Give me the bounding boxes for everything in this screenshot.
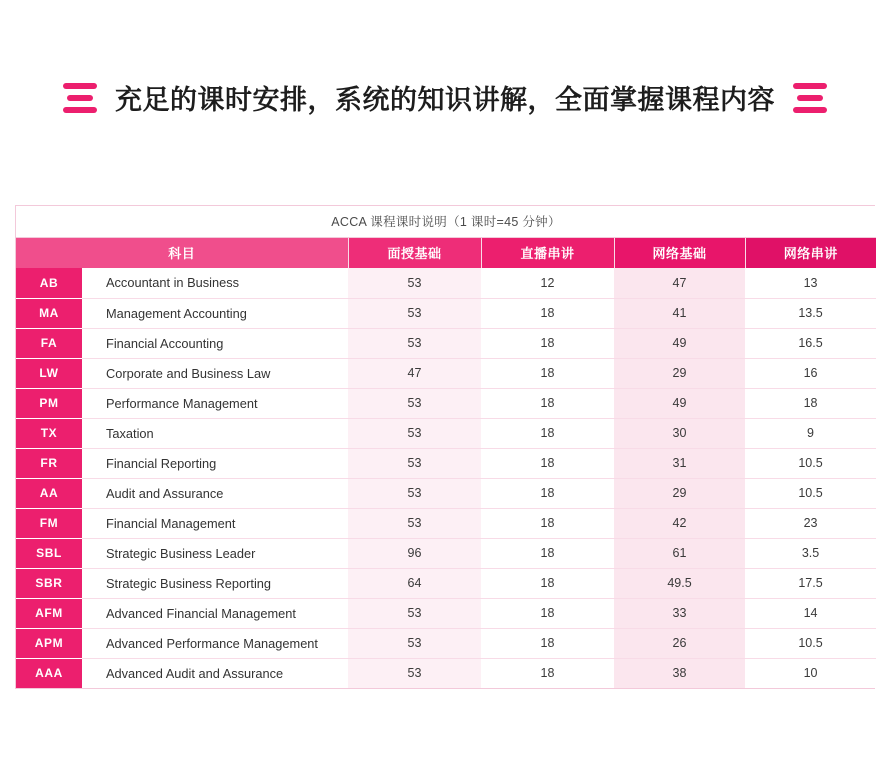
online-review-hours: 13.5 [745,298,876,328]
online-basic-hours: 29 [614,478,745,508]
subject-code-badge: AB [16,268,82,298]
subject-code-badge: APM [16,628,82,658]
subject-name: Advanced Performance Management [82,628,348,658]
online-review-hours: 16.5 [745,328,876,358]
subject-name: Advanced Financial Management [82,598,348,628]
online-review-hours: 10.5 [745,478,876,508]
online-basic-hours: 47 [614,268,745,298]
column-header-online-review: 网络串讲 [745,237,876,268]
subject-name: Advanced Audit and Assurance [82,658,348,688]
column-header-online-basic: 网络基础 [614,237,745,268]
subject-name: Strategic Business Reporting [82,568,348,598]
online-basic-hours: 26 [614,628,745,658]
online-review-hours: 16 [745,358,876,388]
online-review-hours: 17.5 [745,568,876,598]
subject-code-badge: FM [16,508,82,538]
subject-code-badge: LW [16,358,82,388]
table-header-row [16,237,876,268]
column-header-offline-basic: 面授基础 [348,237,481,268]
column-header-live-review: 直播串讲 [481,237,614,268]
table-row [16,418,876,448]
online-review-hours: 18 [745,388,876,418]
live-review-hours: 18 [481,538,614,568]
offline-basic-hours: 53 [348,298,481,328]
live-review-hours: 18 [481,508,614,538]
table-row [16,538,876,568]
subject-name: Strategic Business Leader [82,538,348,568]
subject-name: Financial Management [82,508,348,538]
subject-name: Taxation [82,418,348,448]
subject-name: Financial Reporting [82,448,348,478]
online-basic-hours: 49 [614,388,745,418]
offline-basic-hours: 53 [348,448,481,478]
subject-code-badge: AFM [16,598,82,628]
table-row [16,298,876,328]
online-review-hours: 10.5 [745,448,876,478]
table-row [16,478,876,508]
subject-code-badge: FR [16,448,82,478]
offline-basic-hours: 53 [348,328,481,358]
table-caption-row [16,206,876,237]
subject-name: Audit and Assurance [82,478,348,508]
course-hours-table-container [15,205,875,689]
table-row [16,328,876,358]
online-basic-hours: 38 [614,658,745,688]
live-review-hours: 18 [481,358,614,388]
course-hours-table [16,206,876,688]
live-review-hours: 12 [481,268,614,298]
table-row [16,388,876,418]
subject-code-badge: AAA [16,658,82,688]
online-basic-hours: 61 [614,538,745,568]
online-basic-hours: 49.5 [614,568,745,598]
live-review-hours: 18 [481,628,614,658]
subject-code-badge: SBL [16,538,82,568]
offline-basic-hours: 53 [348,658,481,688]
live-review-hours: 18 [481,598,614,628]
subject-code-badge: PM [16,388,82,418]
live-review-hours: 18 [481,388,614,418]
subject-code-badge: TX [16,418,82,448]
online-basic-hours: 42 [614,508,745,538]
subject-name: Accountant in Business [82,268,348,298]
offline-basic-hours: 53 [348,268,481,298]
column-header-subject: 科目 [16,237,348,268]
online-basic-hours: 49 [614,328,745,358]
offline-basic-hours: 53 [348,478,481,508]
page-title: 充足的课时安排，系统的知识讲解，全面掌握课程内容 [115,85,775,115]
online-review-hours: 10.5 [745,628,876,658]
offline-basic-hours: 53 [348,418,481,448]
online-review-hours: 3.5 [745,538,876,568]
table-row [16,628,876,658]
table-row [16,268,876,298]
offline-basic-hours: 53 [348,628,481,658]
live-review-hours: 18 [481,448,614,478]
triple-bar-icon-right [793,83,827,113]
table-row [16,448,876,478]
offline-basic-hours: 53 [348,508,481,538]
live-review-hours: 18 [481,478,614,508]
live-review-hours: 18 [481,298,614,328]
offline-basic-hours: 47 [348,358,481,388]
live-review-hours: 18 [481,658,614,688]
subject-name: Financial Accounting [82,328,348,358]
page-heading [0,78,890,117]
live-review-hours: 18 [481,568,614,598]
live-review-hours: 18 [481,418,614,448]
subject-code-badge: SBR [16,568,82,598]
offline-basic-hours: 96 [348,538,481,568]
live-review-hours: 18 [481,328,614,358]
online-basic-hours: 29 [614,358,745,388]
online-review-hours: 14 [745,598,876,628]
online-basic-hours: 31 [614,448,745,478]
subject-code-badge: FA [16,328,82,358]
subject-name: Corporate and Business Law [82,358,348,388]
table-caption: ACCA 课程课时说明（1 课时=45 分钟） [16,206,876,237]
subject-name: Management Accounting [82,298,348,328]
table-row [16,568,876,598]
triple-bar-icon-left [63,83,97,113]
online-review-hours: 13 [745,268,876,298]
table-row [16,658,876,688]
online-review-hours: 23 [745,508,876,538]
offline-basic-hours: 53 [348,598,481,628]
subject-code-badge: AA [16,478,82,508]
table-row [16,598,876,628]
online-basic-hours: 30 [614,418,745,448]
online-review-hours: 9 [745,418,876,448]
offline-basic-hours: 53 [348,388,481,418]
subject-name: Performance Management [82,388,348,418]
table-row [16,508,876,538]
subject-code-badge: MA [16,298,82,328]
offline-basic-hours: 64 [348,568,481,598]
online-basic-hours: 33 [614,598,745,628]
online-basic-hours: 41 [614,298,745,328]
table-row [16,358,876,388]
online-review-hours: 10 [745,658,876,688]
